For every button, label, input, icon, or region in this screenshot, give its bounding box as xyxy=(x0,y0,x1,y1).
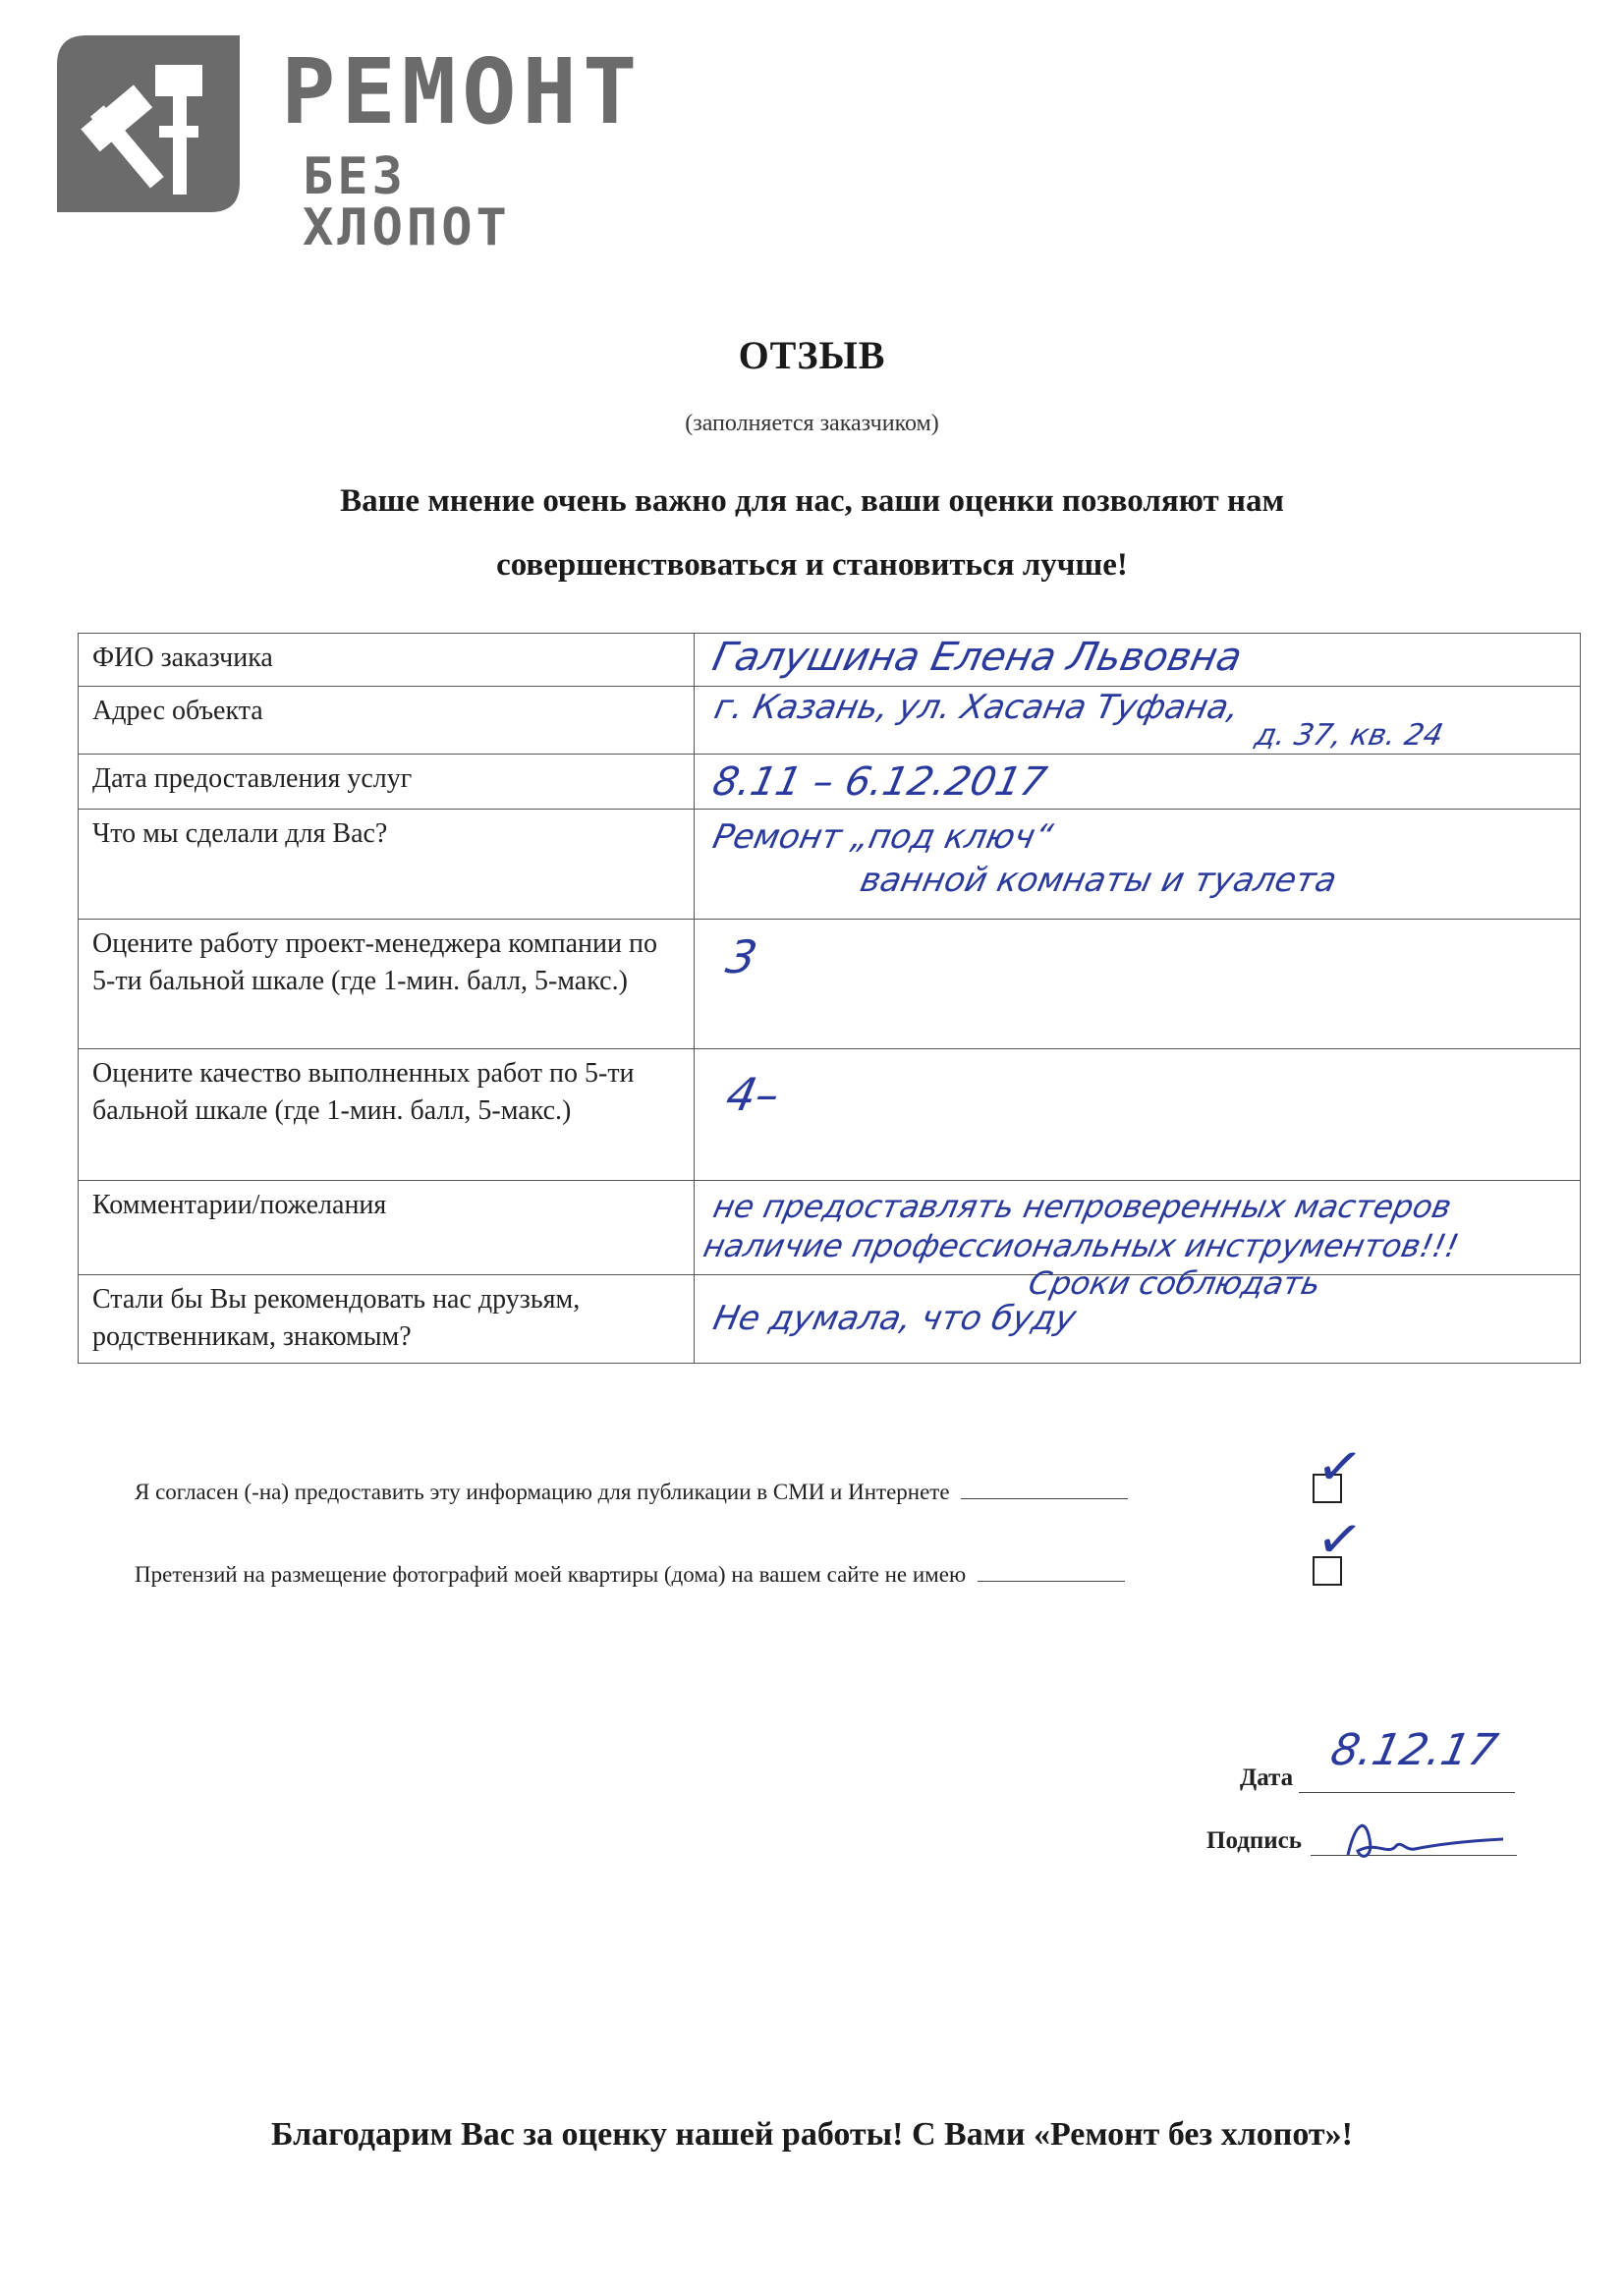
consent-line xyxy=(978,1581,1125,1582)
handwritten-answer: наличие профессиональных инструментов!!! xyxy=(700,1227,1463,1264)
answer-cell[interactable] xyxy=(695,1181,1581,1275)
answer-cell[interactable] xyxy=(695,687,1581,755)
consent-photos xyxy=(135,1562,1125,1588)
hammer-roller-logo-icon xyxy=(57,35,240,212)
consent-text: Претензий на размещение фотографий моей квартиры (дома) на вашем сайте не имею xyxy=(135,1562,967,1587)
checkmark-icon: ✓ xyxy=(1312,1505,1368,1575)
table-row xyxy=(79,755,1581,810)
handwritten-answer: д. 37, кв. 24 xyxy=(1252,718,1446,753)
consent-line xyxy=(961,1498,1128,1499)
handwritten-answer: не предоставлять непроверенных мастеров xyxy=(709,1188,1455,1225)
question-cell: Адрес объекта xyxy=(79,687,695,755)
table-row xyxy=(79,1275,1581,1364)
answer-cell[interactable] xyxy=(695,1049,1581,1181)
answer-cell[interactable] xyxy=(695,755,1581,810)
handwritten-answer: г. Казань, ул. Хасана Туфана, xyxy=(710,688,1243,727)
table-row xyxy=(79,687,1581,755)
handwritten-answer: Ремонт „под ключ“ xyxy=(709,817,1056,857)
handwritten-answer: 3 xyxy=(721,930,762,983)
handwritten-date: 8.12.17 xyxy=(1326,1725,1502,1775)
feedback-form-table xyxy=(78,633,1581,1364)
question-cell: Стали бы Вы рекомендовать нас друзьям, родственникам, знакомым? xyxy=(79,1275,695,1364)
question-cell: Комментарии/пожелания xyxy=(79,1181,695,1275)
question-cell: Дата предоставления услуг xyxy=(79,755,695,810)
logo-subtitle: БЕЗ ХЛОПОТ xyxy=(303,147,511,257)
intro-line-2: совершенствоваться и становиться лучше! xyxy=(496,547,1128,583)
answer-cell[interactable] xyxy=(695,634,1581,687)
table-row xyxy=(79,634,1581,687)
handwritten-answer: Галушина Елена Львовна xyxy=(708,635,1246,680)
answer-cell[interactable] xyxy=(695,1264,1581,1364)
handwritten-answer: ванной комнаты и туалета xyxy=(857,861,1341,900)
handwritten-answer: Сроки соблюдать xyxy=(1025,1264,1324,1302)
date-line xyxy=(1299,1792,1515,1793)
table-row xyxy=(79,1049,1581,1181)
logo-title: РЕМОНТ xyxy=(281,39,644,144)
page-title: ОТЗЫВ xyxy=(738,333,886,377)
consent-publication xyxy=(135,1480,1128,1505)
footer-thanks: Благодарим Вас за оценку нашей работы! С Вами «Ремонт без хлопот»! xyxy=(271,2116,1353,2153)
handwritten-signature xyxy=(1336,1812,1513,1871)
date-label: Дата xyxy=(1240,1764,1294,1791)
checkmark-icon: ✓ xyxy=(1312,1432,1368,1502)
page-subtitle: (заполняется заказчиком) xyxy=(685,411,939,436)
handwritten-answer: 8.11 – 6.12.2017 xyxy=(708,759,1051,805)
question-cell: Что мы сделали для Вас? xyxy=(79,810,695,920)
company-logo xyxy=(57,35,646,257)
question-cell: Оцените качество выполненных работ по 5-ти бальной шкале (где 1-мин. балл, 5-макс.) xyxy=(79,1049,695,1181)
table-row xyxy=(79,1181,1581,1275)
consent-text: Я согласен (-на) предоставить эту информацию для публикации в СМИ и Интернете xyxy=(135,1480,950,1504)
signature-label: Подпись xyxy=(1206,1827,1302,1854)
intro-line-1: Ваше мнение очень важно для нас, ваши оценки позволяют нам xyxy=(340,483,1284,519)
table-row xyxy=(79,920,1581,1049)
answer-cell[interactable] xyxy=(695,920,1581,1049)
handwritten-answer: 4– xyxy=(721,1068,785,1121)
answer-cell[interactable] xyxy=(695,810,1581,920)
handwritten-answer: Не думала, что буду xyxy=(709,1299,1080,1338)
intro-text xyxy=(216,470,1408,597)
table-row xyxy=(79,810,1581,920)
question-cell: Оцените работу проект-менеджера компании по 5-ти бальной шкале (где 1-мин. балл, 5-макс.) xyxy=(79,920,695,1049)
question-cell: ФИО заказчика xyxy=(79,634,695,687)
